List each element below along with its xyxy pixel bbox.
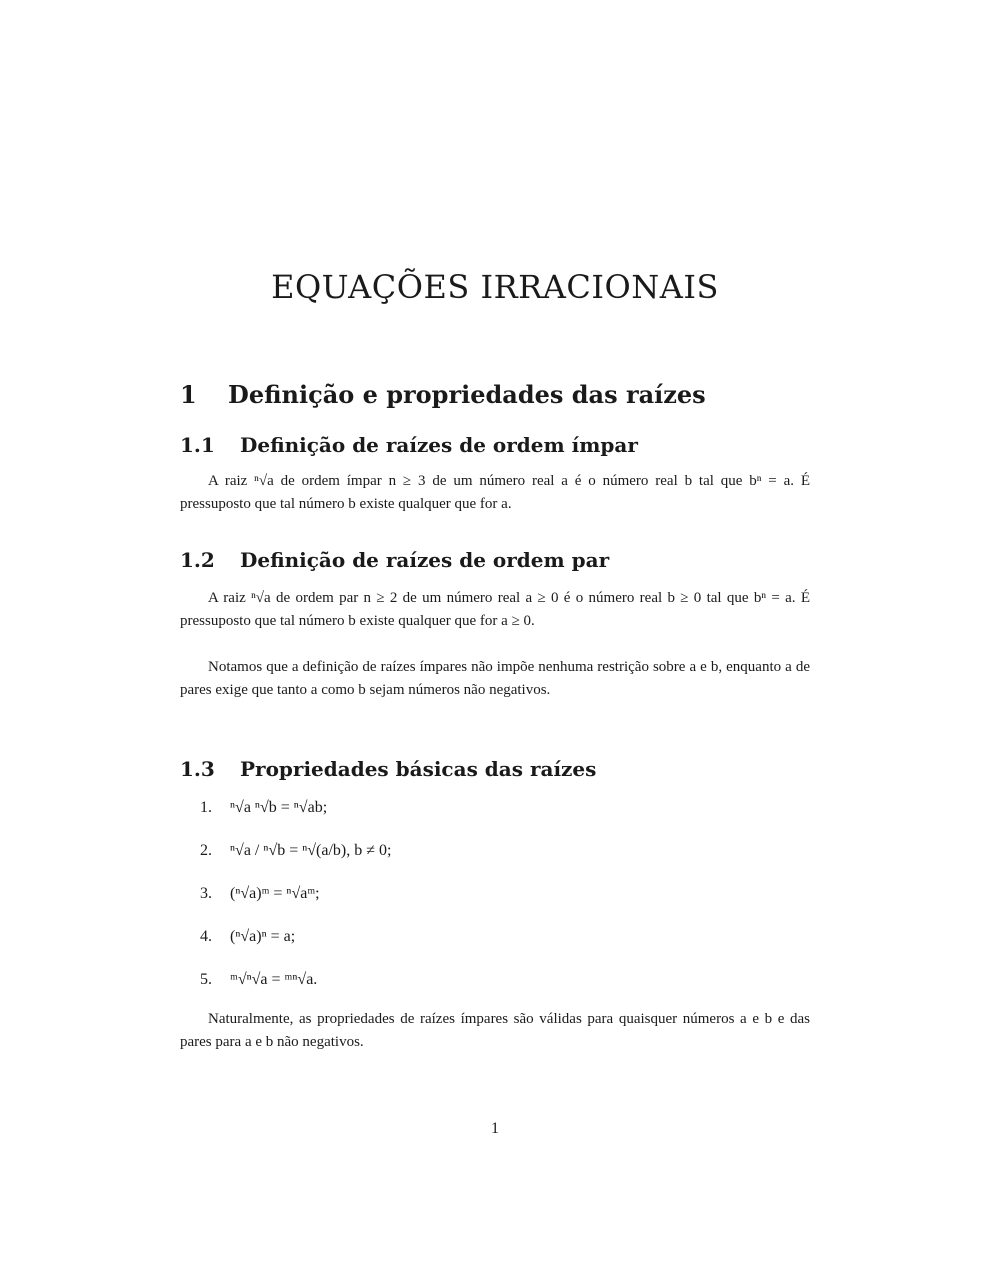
subsection-number: 1.1 [180,433,215,457]
root-properties-list [200,786,391,1001]
item-number: 5. [200,970,212,988]
even-root-definition-paragraph: A raiz ⁿ√a de ordem par n ≥ 2 de um número real a ≥ 0 é o número real b ≥ 0 tal que bⁿ = a. É pressuposto que tal número b existe qualquer que for a ≥ 0. [180,590,810,629]
section-title: Definição e propriedades das raízes [228,380,706,409]
properties-remark-paragraph: Naturalmente, as propriedades de raízes ímpares são válidas para quaisquer números a e b e das pares para a e b não negativos. [180,1011,810,1050]
property-formula: ⁿ√a ⁿ√b = ⁿ√ab; [230,798,328,816]
subsection-1-1-heading [180,433,638,457]
item-number: 2. [200,841,212,859]
list-item [200,915,391,958]
subsection-title: Definição de raízes de ordem par [240,548,610,572]
item-number: 1. [200,798,212,816]
item-number: 4. [200,927,212,945]
document-title: EQUAÇÕES IRRACIONAIS [271,268,719,306]
property-formula: ᵐ√ⁿ√a = ᵐⁿ√a. [230,970,318,988]
list-item [200,872,391,915]
list-item [200,829,391,872]
section-number: 1 [180,380,197,409]
roots-remark-paragraph: Notamos que a definição de raízes ímpares não impõe nenhuma restrição sobre a e b, enquanto a de pares exige que tanto a como b sejam números não negativos. [180,659,810,698]
section-1-heading [180,380,706,409]
list-item [200,786,391,829]
item-number: 3. [200,884,212,902]
subsection-title: Definição de raízes de ordem ímpar [240,433,638,457]
subsection-1-3-heading [180,757,596,781]
list-item [200,958,391,1001]
property-formula: ⁿ√a / ⁿ√b = ⁿ√(a/b), b ≠ 0; [230,841,392,859]
subsection-1-2-heading [180,548,609,572]
property-formula: (ⁿ√a)ⁿ = a; [230,927,296,945]
odd-root-definition-paragraph: A raiz ⁿ√a de ordem ímpar n ≥ 3 de um número real a é o número real b tal que bⁿ = a. É pressuposto que tal número b existe qualquer que for a. [180,473,810,512]
subsection-number: 1.2 [180,548,215,572]
property-formula: (ⁿ√a)ᵐ = ⁿ√aᵐ; [230,884,320,902]
page-number: 1 [491,1120,499,1137]
subsection-title: Propriedades básicas das raízes [240,757,597,781]
subsection-number: 1.3 [180,757,215,781]
